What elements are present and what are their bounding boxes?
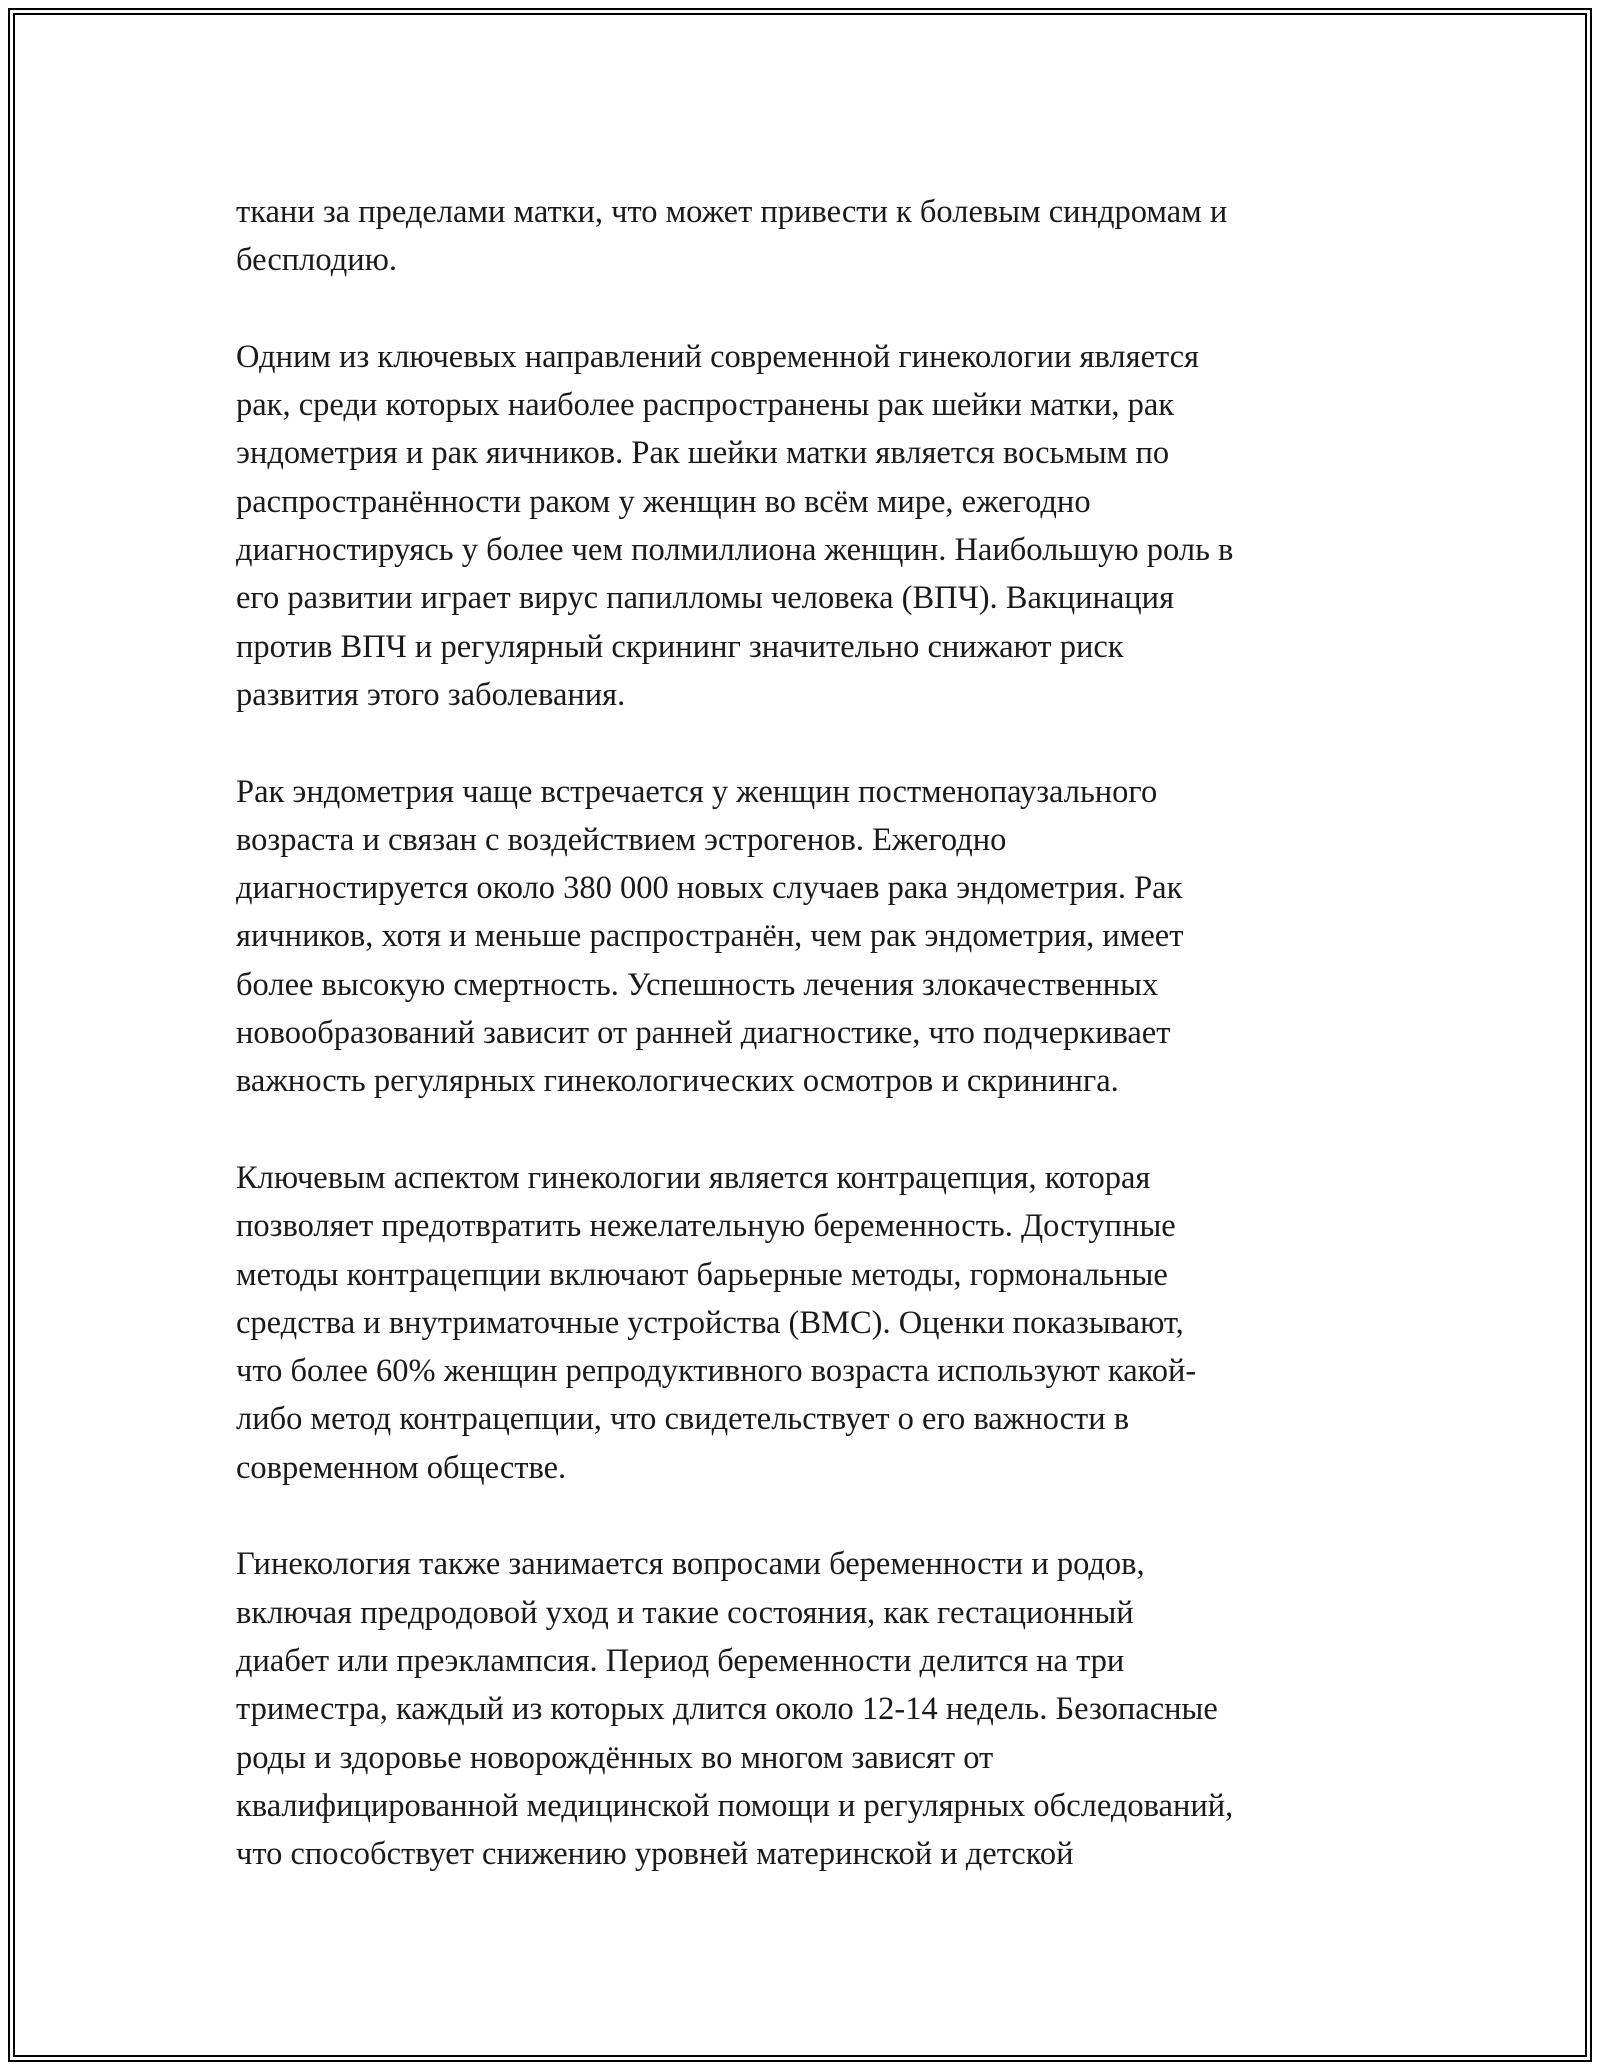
text-line: бесплодию. xyxy=(236,242,398,279)
text-line: важность регулярных гинекологических осмотров и скрининга. xyxy=(236,1063,1119,1100)
text-line: распространённости раком у женщин во всём мире, ежегодно xyxy=(236,483,1091,520)
text-line: его развитии играет вирус папилломы человека (ВПЧ). Вакцинация xyxy=(236,580,1175,617)
text-line: квалифицированной медицинской помощи и регулярных обследований, xyxy=(236,1787,1234,1824)
text-line: ткани за пределами матки, что может привести к болевым синдромам и xyxy=(236,194,1228,230)
text-line: диагностируется около 380 000 новых случаев рака эндометрия. Рак xyxy=(236,870,1183,907)
text-line: средства и внутриматочные устройства (ВМС). Оценки показывают, xyxy=(236,1304,1184,1341)
text-line: позволяет предотвратить нежелательную беременность. Доступные xyxy=(236,1208,1176,1245)
text-line: методы контрацепции включают барьерные методы, гормональные xyxy=(236,1256,1168,1293)
text-line: яичников, хотя и меньше распространён, чем рак эндометрия, имеет xyxy=(236,918,1184,955)
text-line: развития этого заболевания. xyxy=(236,676,626,713)
text-line: против ВПЧ и регулярный скрининг значительно снижают риск xyxy=(236,628,1124,665)
paragraph-endometriosis-end xyxy=(236,188,1366,285)
text-line: что способствует снижению уровней материнской и детской xyxy=(236,1836,1074,1873)
text-line: Гинекология также занимается вопросами беременности и родов, xyxy=(236,1546,1145,1583)
paragraph-endometrial-cancer xyxy=(236,768,1366,1106)
text-line: рак, среди которых наиболее распространены рак шейки матки, рак xyxy=(236,387,1175,424)
paragraph-pregnancy xyxy=(236,1540,1366,1878)
text-line: триместра, каждый из которых длится около 12-14 недель. Безопасные xyxy=(236,1691,1218,1728)
text-line: либо метод контрацепции, что свидетельствует о его важности в xyxy=(236,1401,1130,1438)
paragraph-cervical-cancer xyxy=(236,333,1366,719)
text-line: диагностируясь у более чем полмиллиона женщин. Наибольшую роль в xyxy=(236,532,1234,569)
text-line: что более 60% женщин репродуктивного возраста используют какой- xyxy=(236,1353,1197,1390)
text-line: Рак эндометрия чаще встречается у женщин постменопаузального xyxy=(236,773,1158,810)
document-body xyxy=(236,188,1366,1927)
paragraph-contraception xyxy=(236,1154,1366,1492)
text-line: Одним из ключевых направлений современной гинекологии является xyxy=(236,338,1199,375)
text-line: современном обществе. xyxy=(236,1449,567,1486)
text-line: Ключевым аспектом гинекологии является контрацепция, которая xyxy=(236,1159,1151,1196)
text-line: эндометрия и рак яичников. Рак шейки матки является восьмым по xyxy=(236,435,1170,472)
text-line: возраста и связан с воздействием эстрогенов. Ежегодно xyxy=(236,821,1007,858)
text-line: роды и здоровье новорождённых во многом зависят от xyxy=(236,1739,994,1776)
text-line: включая предродовой уход и такие состояния, как гестационный xyxy=(236,1594,1134,1631)
text-line: новообразований зависит от ранней диагностике, что подчеркивает xyxy=(236,1015,1171,1052)
text-line: диабет или преэклампсия. Период беременности делится на три xyxy=(236,1642,1125,1679)
text-line: более высокую смертность. Успешность лечения злокачественных xyxy=(236,966,1159,1003)
